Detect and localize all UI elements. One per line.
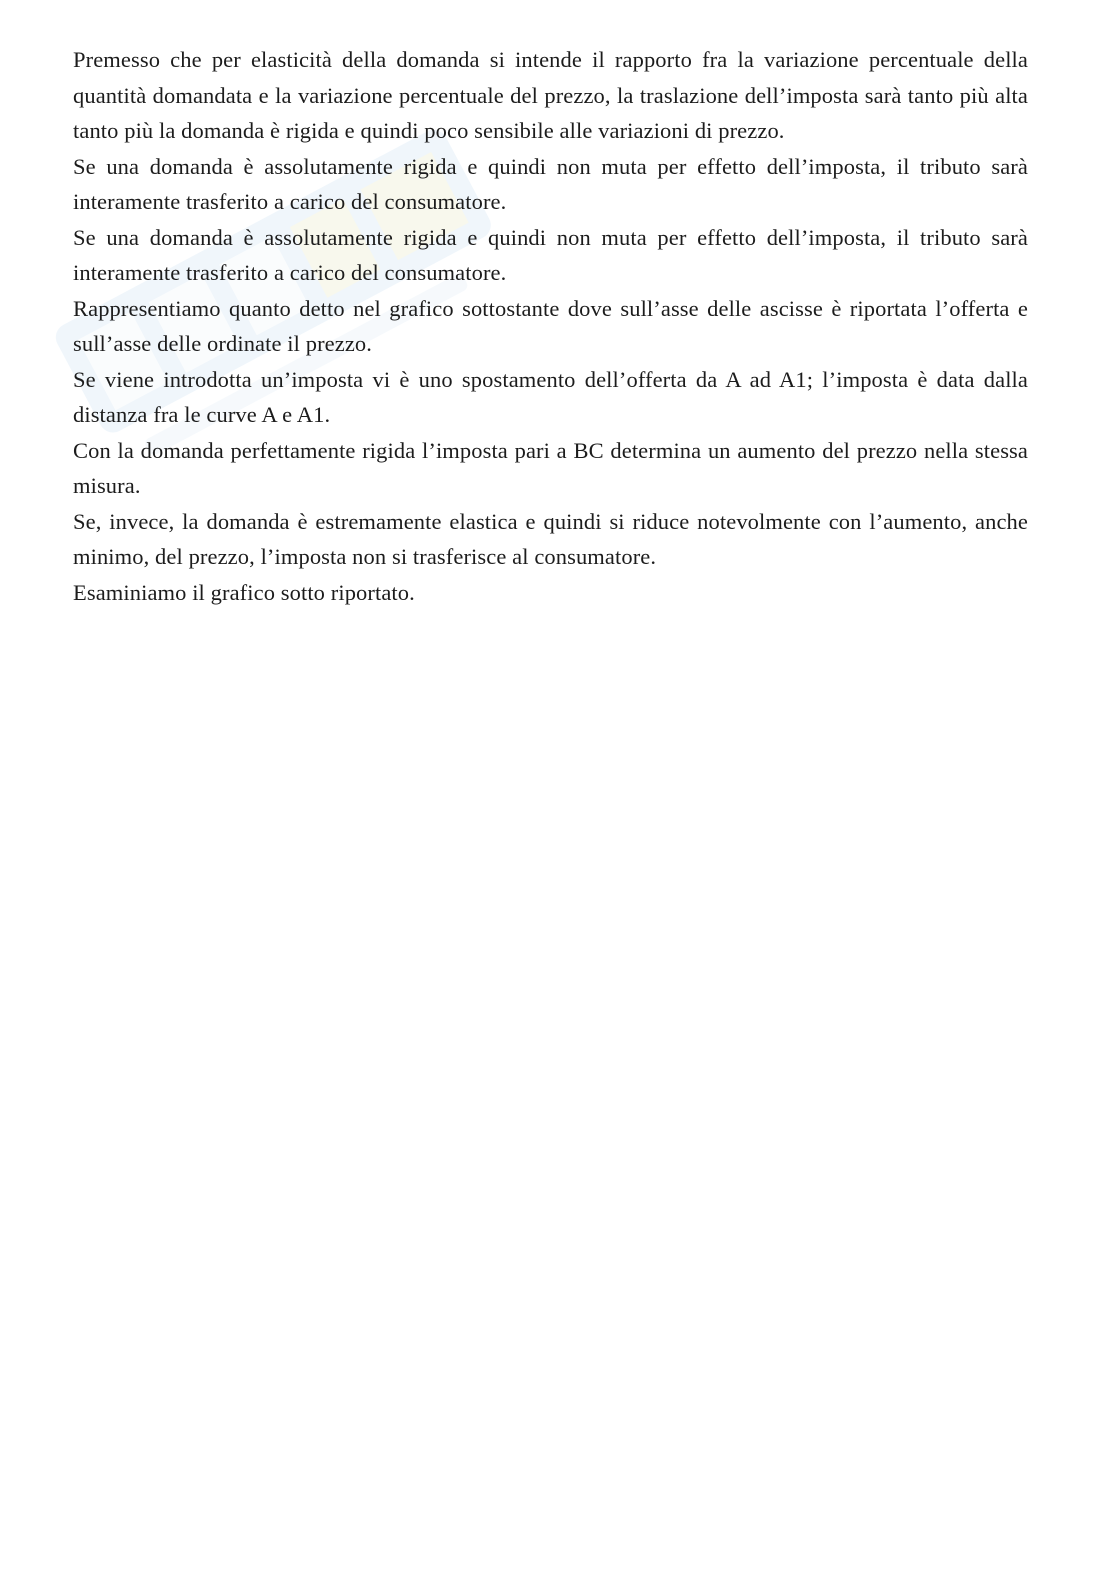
paragraph: Premesso che per elasticità della domanda si intende il rapporto fra la variazione percentuale della quantità domandata e la variazione percentuale del prezzo, la traslazione dell’imposta sarà tanto più alta tanto più la domanda è rigida e quindi poco sensibile alle variazioni di prezzo.	[73, 47, 1028, 143]
paragraph: Se una domanda è assolutamente rigida e quindi non muta per effetto dell’imposta, il tributo sarà interamente trasferito a carico del consumatore.	[73, 153, 1028, 214]
body-text	[73, 42, 1028, 610]
paragraph: Se, invece, la domanda è estremamente elastica e quindi si riduce notevolmente con l’aumento, anche minimo, del prezzo, l’imposta non si trasferisce al consumatore.	[73, 508, 1028, 569]
paragraph: Rappresentiamo quanto detto nel grafico sottostante dove sull’asse delle ascisse è riportata l’offerta e sull’asse delle ordinate il prezzo.	[73, 295, 1028, 356]
paragraph: Con la domanda perfettamente rigida l’imposta pari a BC determina un aumento del prezzo nella stessa misura.	[73, 437, 1028, 498]
paragraph: Se viene introdotta un’imposta vi è uno spostamento dell’offerta da A ad A1; l’imposta è data dalla distanza fra le curve A e A1.	[73, 366, 1028, 427]
paragraph: Se una domanda è assolutamente rigida e quindi non muta per effetto dell’imposta, il tributo sarà interamente trasferito a carico del consumatore.	[73, 224, 1028, 285]
paragraph: Esaminiamo il grafico sotto riportato.	[73, 579, 415, 605]
